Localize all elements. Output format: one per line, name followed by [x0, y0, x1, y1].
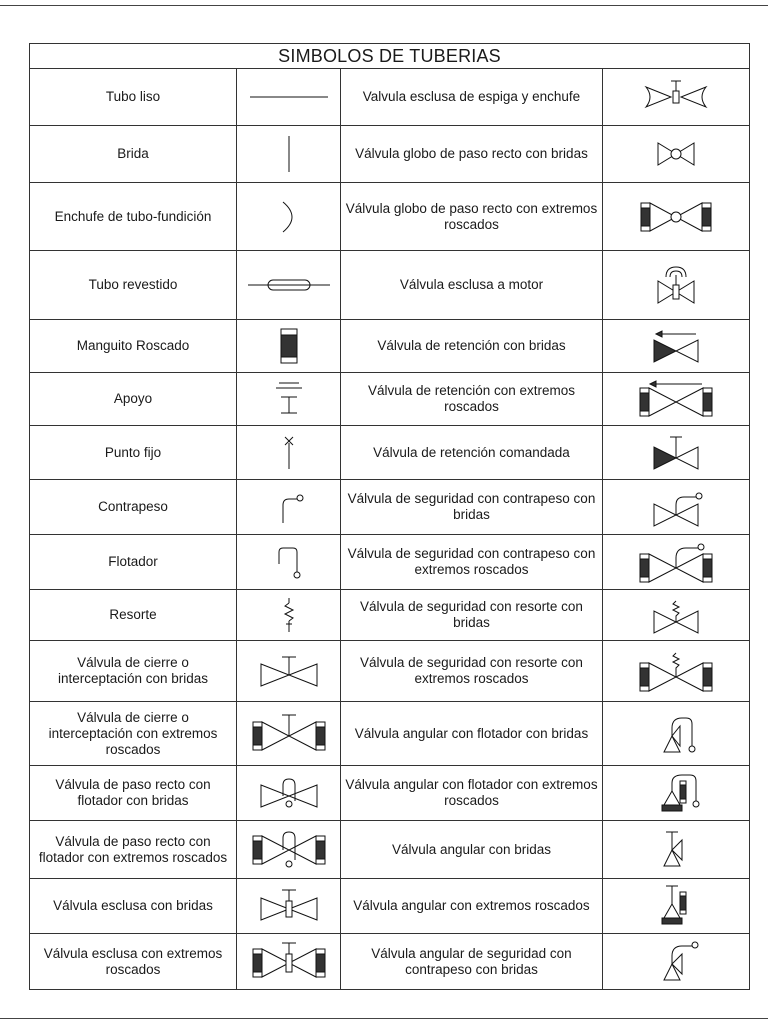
table-row [30, 641, 750, 702]
angle-valve-threaded-icon [603, 879, 750, 934]
symbol-name: Válvula esclusa con extremos roscados [30, 934, 237, 990]
symbol-name: Punto fijo [30, 426, 237, 480]
controlled-check-valve-icon [603, 426, 750, 480]
float-icon [237, 535, 341, 590]
support-icon [237, 373, 341, 426]
spigot-socket-gate-valve-icon [603, 69, 750, 126]
globe-valve-flanged-icon [603, 126, 750, 183]
shutoff-valve-threaded-icon [237, 702, 341, 766]
table-row [30, 480, 750, 535]
gate-valve-threaded-icon [237, 934, 341, 990]
table-row [30, 126, 750, 183]
symbol-name: Manguito Roscado [30, 320, 237, 373]
symbol-name: Válvula globo de paso recto con extremos roscados [341, 183, 603, 251]
symbol-name: Válvula de seguridad con contrapeso con bridas [341, 480, 603, 535]
angle-valve-float-threaded-icon [603, 766, 750, 821]
plain-pipe-icon [237, 69, 341, 126]
symbol-name: Válvula angular con extremos roscados [341, 879, 603, 934]
motorized-gate-valve-icon [603, 251, 750, 320]
counterweight-icon [237, 480, 341, 535]
table-row [30, 183, 750, 251]
symbol-name: Contrapeso [30, 480, 237, 535]
symbol-name: Válvula de retención con extremos roscados [341, 373, 603, 426]
symbol-name: Tubo liso [30, 69, 237, 126]
table-row [30, 251, 750, 320]
symbol-name: Apoyo [30, 373, 237, 426]
table-row [30, 821, 750, 879]
bottom-rule [0, 1018, 768, 1019]
symbol-name: Valvula esclusa de espiga y enchufe [341, 69, 603, 126]
table-row [30, 69, 750, 126]
table-row [30, 535, 750, 590]
pipe-symbols-table [29, 43, 750, 990]
symbol-name: Flotador [30, 535, 237, 590]
symbol-name: Válvula de retención comandada [341, 426, 603, 480]
safety-valve-counterweight-threaded-icon [603, 535, 750, 590]
threaded-coupling-icon [237, 320, 341, 373]
symbol-name: Válvula angular con flotador con extremos roscados [341, 766, 603, 821]
symbol-name: Válvula de cierre o interceptación con bridas [30, 641, 237, 702]
angle-valve-flanged-icon [603, 821, 750, 879]
table-row [30, 702, 750, 766]
check-valve-threaded-icon [603, 373, 750, 426]
globe-valve-threaded-icon [603, 183, 750, 251]
symbol-name: Válvula angular con flotador con bridas [341, 702, 603, 766]
safety-valve-spring-threaded-icon [603, 641, 750, 702]
cast-iron-socket-icon [237, 183, 341, 251]
symbol-name: Tubo revestido [30, 251, 237, 320]
safety-valve-spring-flanged-icon [603, 590, 750, 641]
symbol-name: Resorte [30, 590, 237, 641]
symbol-name: Válvula de seguridad con resorte con bridas [341, 590, 603, 641]
gate-valve-flanged-icon [237, 879, 341, 934]
coated-pipe-icon [237, 251, 341, 320]
table-title: SIMBOLOS DE TUBERIAS [30, 44, 750, 69]
table-row [30, 426, 750, 480]
symbol-name: Enchufe de tubo-fundición [30, 183, 237, 251]
check-valve-flanged-icon [603, 320, 750, 373]
symbol-name: Válvula de retención con bridas [341, 320, 603, 373]
symbol-name: Válvula esclusa con bridas [30, 879, 237, 934]
spring-icon [237, 590, 341, 641]
symbol-name: Válvula de seguridad con resorte con extremos roscados [341, 641, 603, 702]
symbol-name: Válvula de cierre o interceptación con extremos roscados [30, 702, 237, 766]
straight-valve-float-flanged-icon [237, 766, 341, 821]
symbol-name: Válvula de paso recto con flotador con bridas [30, 766, 237, 821]
flange-icon [237, 126, 341, 183]
table-row [30, 320, 750, 373]
symbol-name: Válvula de seguridad con contrapeso con extremos roscados [341, 535, 603, 590]
top-rule [0, 5, 768, 6]
symbol-name: Brida [30, 126, 237, 183]
table-row [30, 590, 750, 641]
table-row [30, 934, 750, 990]
symbol-name: Válvula angular de seguridad con contrapeso con bridas [341, 934, 603, 990]
symbol-name: Válvula angular con bridas [341, 821, 603, 879]
angle-safety-valve-counterweight-icon [603, 934, 750, 990]
symbol-name: Válvula globo de paso recto con bridas [341, 126, 603, 183]
table-row [30, 766, 750, 821]
fixed-point-icon [237, 426, 341, 480]
shutoff-valve-flanged-icon [237, 641, 341, 702]
safety-valve-counterweight-flanged-icon [603, 480, 750, 535]
straight-valve-float-threaded-icon [237, 821, 341, 879]
symbol-name: Válvula de paso recto con flotador con extremos roscados [30, 821, 237, 879]
symbol-name: Válvula esclusa a motor [341, 251, 603, 320]
angle-valve-float-flanged-icon [603, 702, 750, 766]
table-row [30, 373, 750, 426]
table-row [30, 879, 750, 934]
